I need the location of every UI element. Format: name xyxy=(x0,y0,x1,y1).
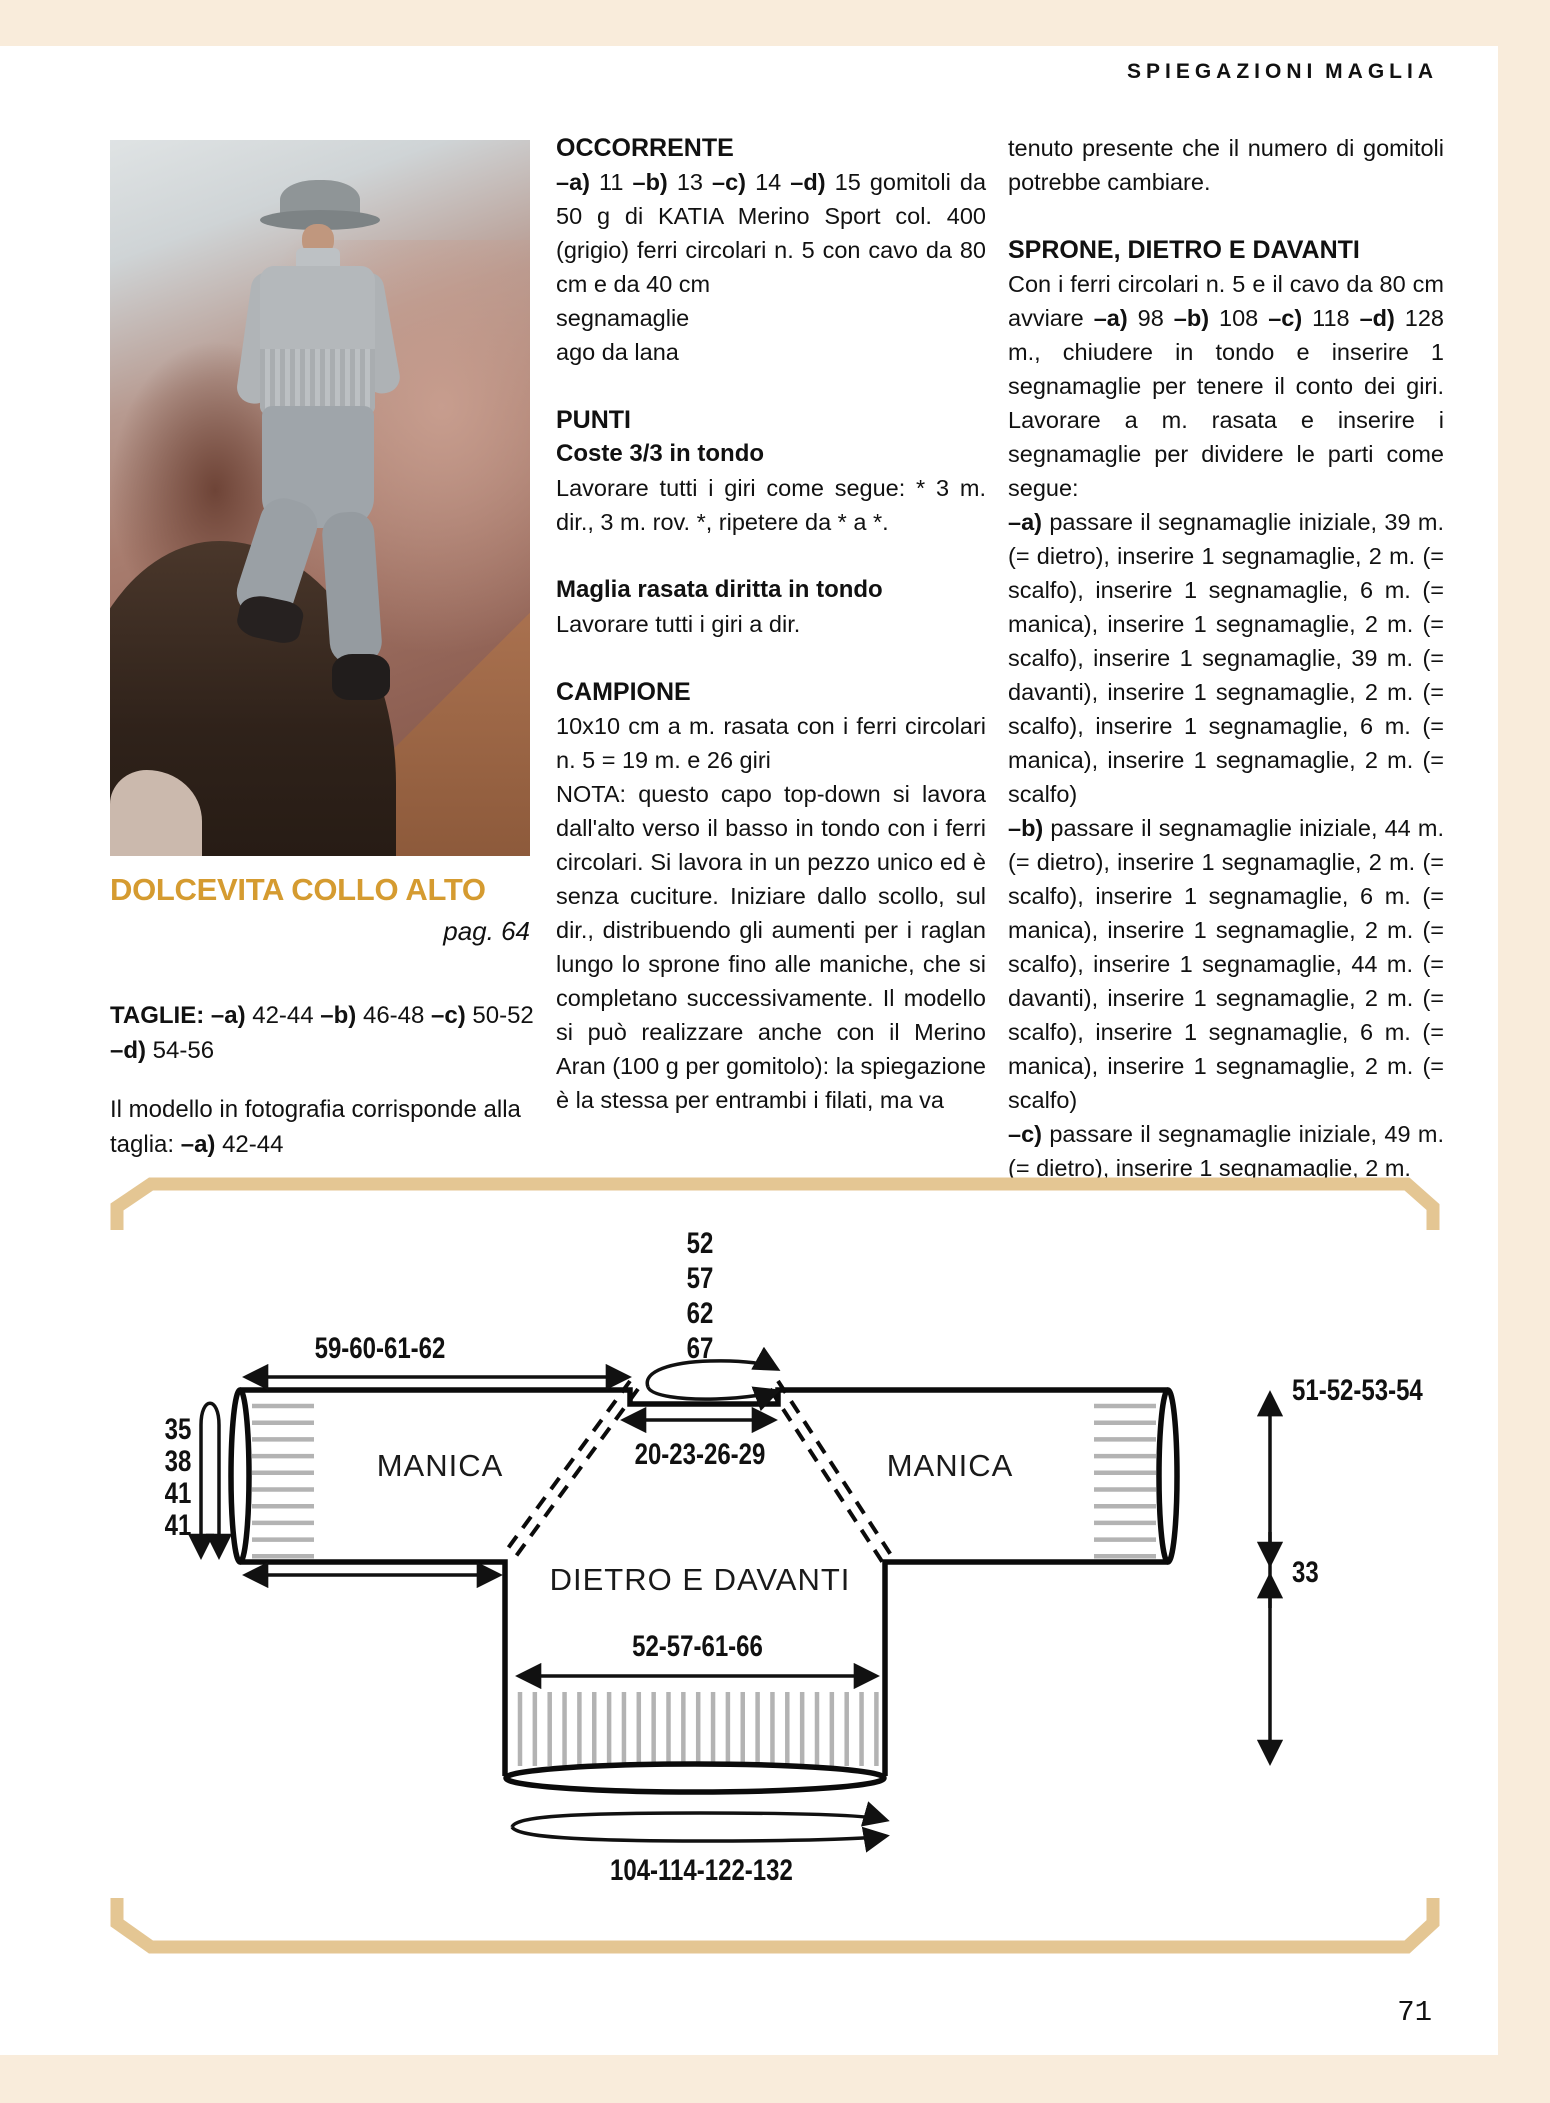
pattern-page-reference: pag. 64 xyxy=(443,916,530,946)
cuff-measure-b: 38 xyxy=(164,1445,192,1478)
size-c-paragraph: –c) passare il segnamaglie iniziale, 49 m. (= dietro), inserire 1 segnamaglie, 2 m. xyxy=(1008,1121,1445,1181)
left-sleeve-label: MANICA xyxy=(376,1448,504,1483)
body-width-label: 52-57-61-66 xyxy=(632,1630,763,1663)
bottom-cream-band xyxy=(0,2055,1550,2103)
heading-sprone: SPRONE, DIETRO E DAVANTI xyxy=(1008,236,1360,264)
intro-continuation-paragraph: tenuto presente che il numero di gomitoli potrebbe cambiare. xyxy=(1008,135,1444,195)
measurement-arrows xyxy=(201,1361,1270,1841)
model-boot-back xyxy=(332,654,390,700)
neck-count-d: 67 xyxy=(686,1332,714,1365)
neck-count-a: 52 xyxy=(686,1227,714,1260)
hem-circumference-label: 104-114-122-132 xyxy=(610,1854,793,1887)
total-height-label: 51-52-53-54 xyxy=(1292,1374,1423,1407)
subheading-rasata: Maglia rasata diritta in tondo xyxy=(556,576,883,603)
frame-bracket-bottom xyxy=(117,1898,1433,1947)
cuff-measurements xyxy=(142,1414,214,1542)
cuff-ribbing-left xyxy=(252,1406,314,1556)
cuff-measure-a: 35 xyxy=(164,1413,192,1446)
instructions-column-right xyxy=(1008,131,1444,1185)
raglan-lines xyxy=(503,1381,891,1563)
hem-ribbing xyxy=(520,1692,876,1766)
neck-count-b: 57 xyxy=(686,1262,714,1295)
right-sleeve-label: MANICA xyxy=(886,1448,1014,1483)
cuff-measure-d: 41 xyxy=(164,1509,192,1542)
size-a-paragraph: –a) passare il segnamaglie iniziale, 39 m. (= dietro), inserire 1 segnamaglie, 2 m. (= scalfo), inserire 1 segnamaglie, 6 m. (= manica), inserire 1 segnamaglie, 2 m. (= scalfo), inserire 1 segnamaglie, 39 m. (= davanti), inserire 1 segnamaglie, 2 m. (= scalfo), inserire 1 segnamaglie, 6 m. (= manica), inserire 1 segnamaglie, 2 m. (= scalfo) xyxy=(1008,509,1445,807)
model-photo xyxy=(110,140,530,856)
avviare-paragraph: Con i ferri circolari n. 5 e il cavo da 80 cm avviare –a) 98 –b) 108 –c) 118 –d) 128 m., chiudere in tondo e inserire 1 segnamaglie per tenere il conto dei giri. Lavorare a m. rasata e inserire i segnamaglie per dividere le parti come segue: xyxy=(1008,271,1444,501)
frame-bracket-top xyxy=(117,1184,1433,1230)
model-leg-back xyxy=(321,510,383,665)
sizes-block xyxy=(110,974,536,1186)
subheading-coste: Coste 3/3 in tondo xyxy=(556,440,765,467)
neck-width-label: 20-23-26-29 xyxy=(634,1438,766,1471)
model-sweater xyxy=(260,266,375,416)
occorrente-markers: segnamaglie xyxy=(556,305,690,331)
nota-paragraph: NOTA: questo capo top-down si lavora dall'alto verso il basso in tondo con i ferri circolari. Si lavora in un pezzo unico ed è senza cuciture. Iniziare dallo scollo, sul dir., distribuendo gli aumenti per i raglan lungo lo sprone fino alle maniche, che si completano successivamente. Il modello si può realizzare anche con il Merino Aran (100 g per gomitolo): la spiegazione è la stessa per entrambi i filati, ma va xyxy=(556,781,986,1113)
heading-occorrente: OCCORRENTE xyxy=(556,134,734,162)
instructions-column-middle xyxy=(556,131,986,1117)
coste-paragraph: Lavorare tutti i giri come segue: * 3 m. dir., 3 m. rov. *, ripetere da * a *. xyxy=(556,475,986,535)
sizes-paragraph: TAGLIE: –a) 42-44 –b) 46-48 –c) 50-52 –d) 54-56 xyxy=(110,1002,534,1064)
occorrente-paragraph: –a) 11 –b) 13 –c) 14 –d) 15 gomitoli da 50 g di KATIA Merino Sport col. 400 (grigio) ferri circolari n. 5 con cavo da 80 cm e da 40 cm xyxy=(556,169,987,297)
neck-count-c: 62 xyxy=(686,1297,714,1330)
size-b-paragraph: –b) passare il segnamaglie iniziale, 44 m. (= dietro), inserire 1 segnamaglie, 2 m. (= scalfo), inserire 1 segnamaglie, 6 m. (= manica), inserire 1 segnamaglie, 2 m. (= scalfo), inserire 1 segnamaglie, 44 m. (= davanti), inserire 1 segnamaglie, 2 m. (= scalfo), inserire 1 segnamaglie, 6 m. (= manica), inserire 1 segnamaglie, 2 m. (= scalfo) xyxy=(1008,815,1444,1113)
section-header: SPIEGAZIONI MAGLIA xyxy=(1126,60,1438,83)
rasata-paragraph: Lavorare tutti i giri a dir. xyxy=(556,611,801,637)
top-cream-band xyxy=(0,0,1550,46)
heading-punti: PUNTI xyxy=(556,406,631,434)
pattern-title: DOLCEVITA COLLO ALTO xyxy=(110,872,486,907)
sleeve-top-width-label: 59-60-61-62 xyxy=(314,1332,446,1365)
body-label: DIETRO E DAVANTI xyxy=(549,1562,851,1597)
photo-size-note: Il modello in fotografia corrisponde alla taglia: –a) 42-44 xyxy=(110,1096,521,1158)
body-height-label: 33 xyxy=(1292,1556,1319,1589)
page-number: 71 xyxy=(1397,1996,1432,2029)
campione-paragraph: 10x10 cm a m. rasata con i ferri circolari n. 5 = 19 m. e 26 giri xyxy=(556,713,986,773)
heading-campione: CAMPIONE xyxy=(556,678,691,706)
right-cream-band xyxy=(1498,0,1550,2103)
cuff-measure-c: 41 xyxy=(164,1477,192,1510)
cuff-ribbing-right xyxy=(1094,1406,1156,1556)
neck-stitch-counts xyxy=(655,1226,745,1366)
occorrente-needle: ago da lana xyxy=(556,339,679,365)
